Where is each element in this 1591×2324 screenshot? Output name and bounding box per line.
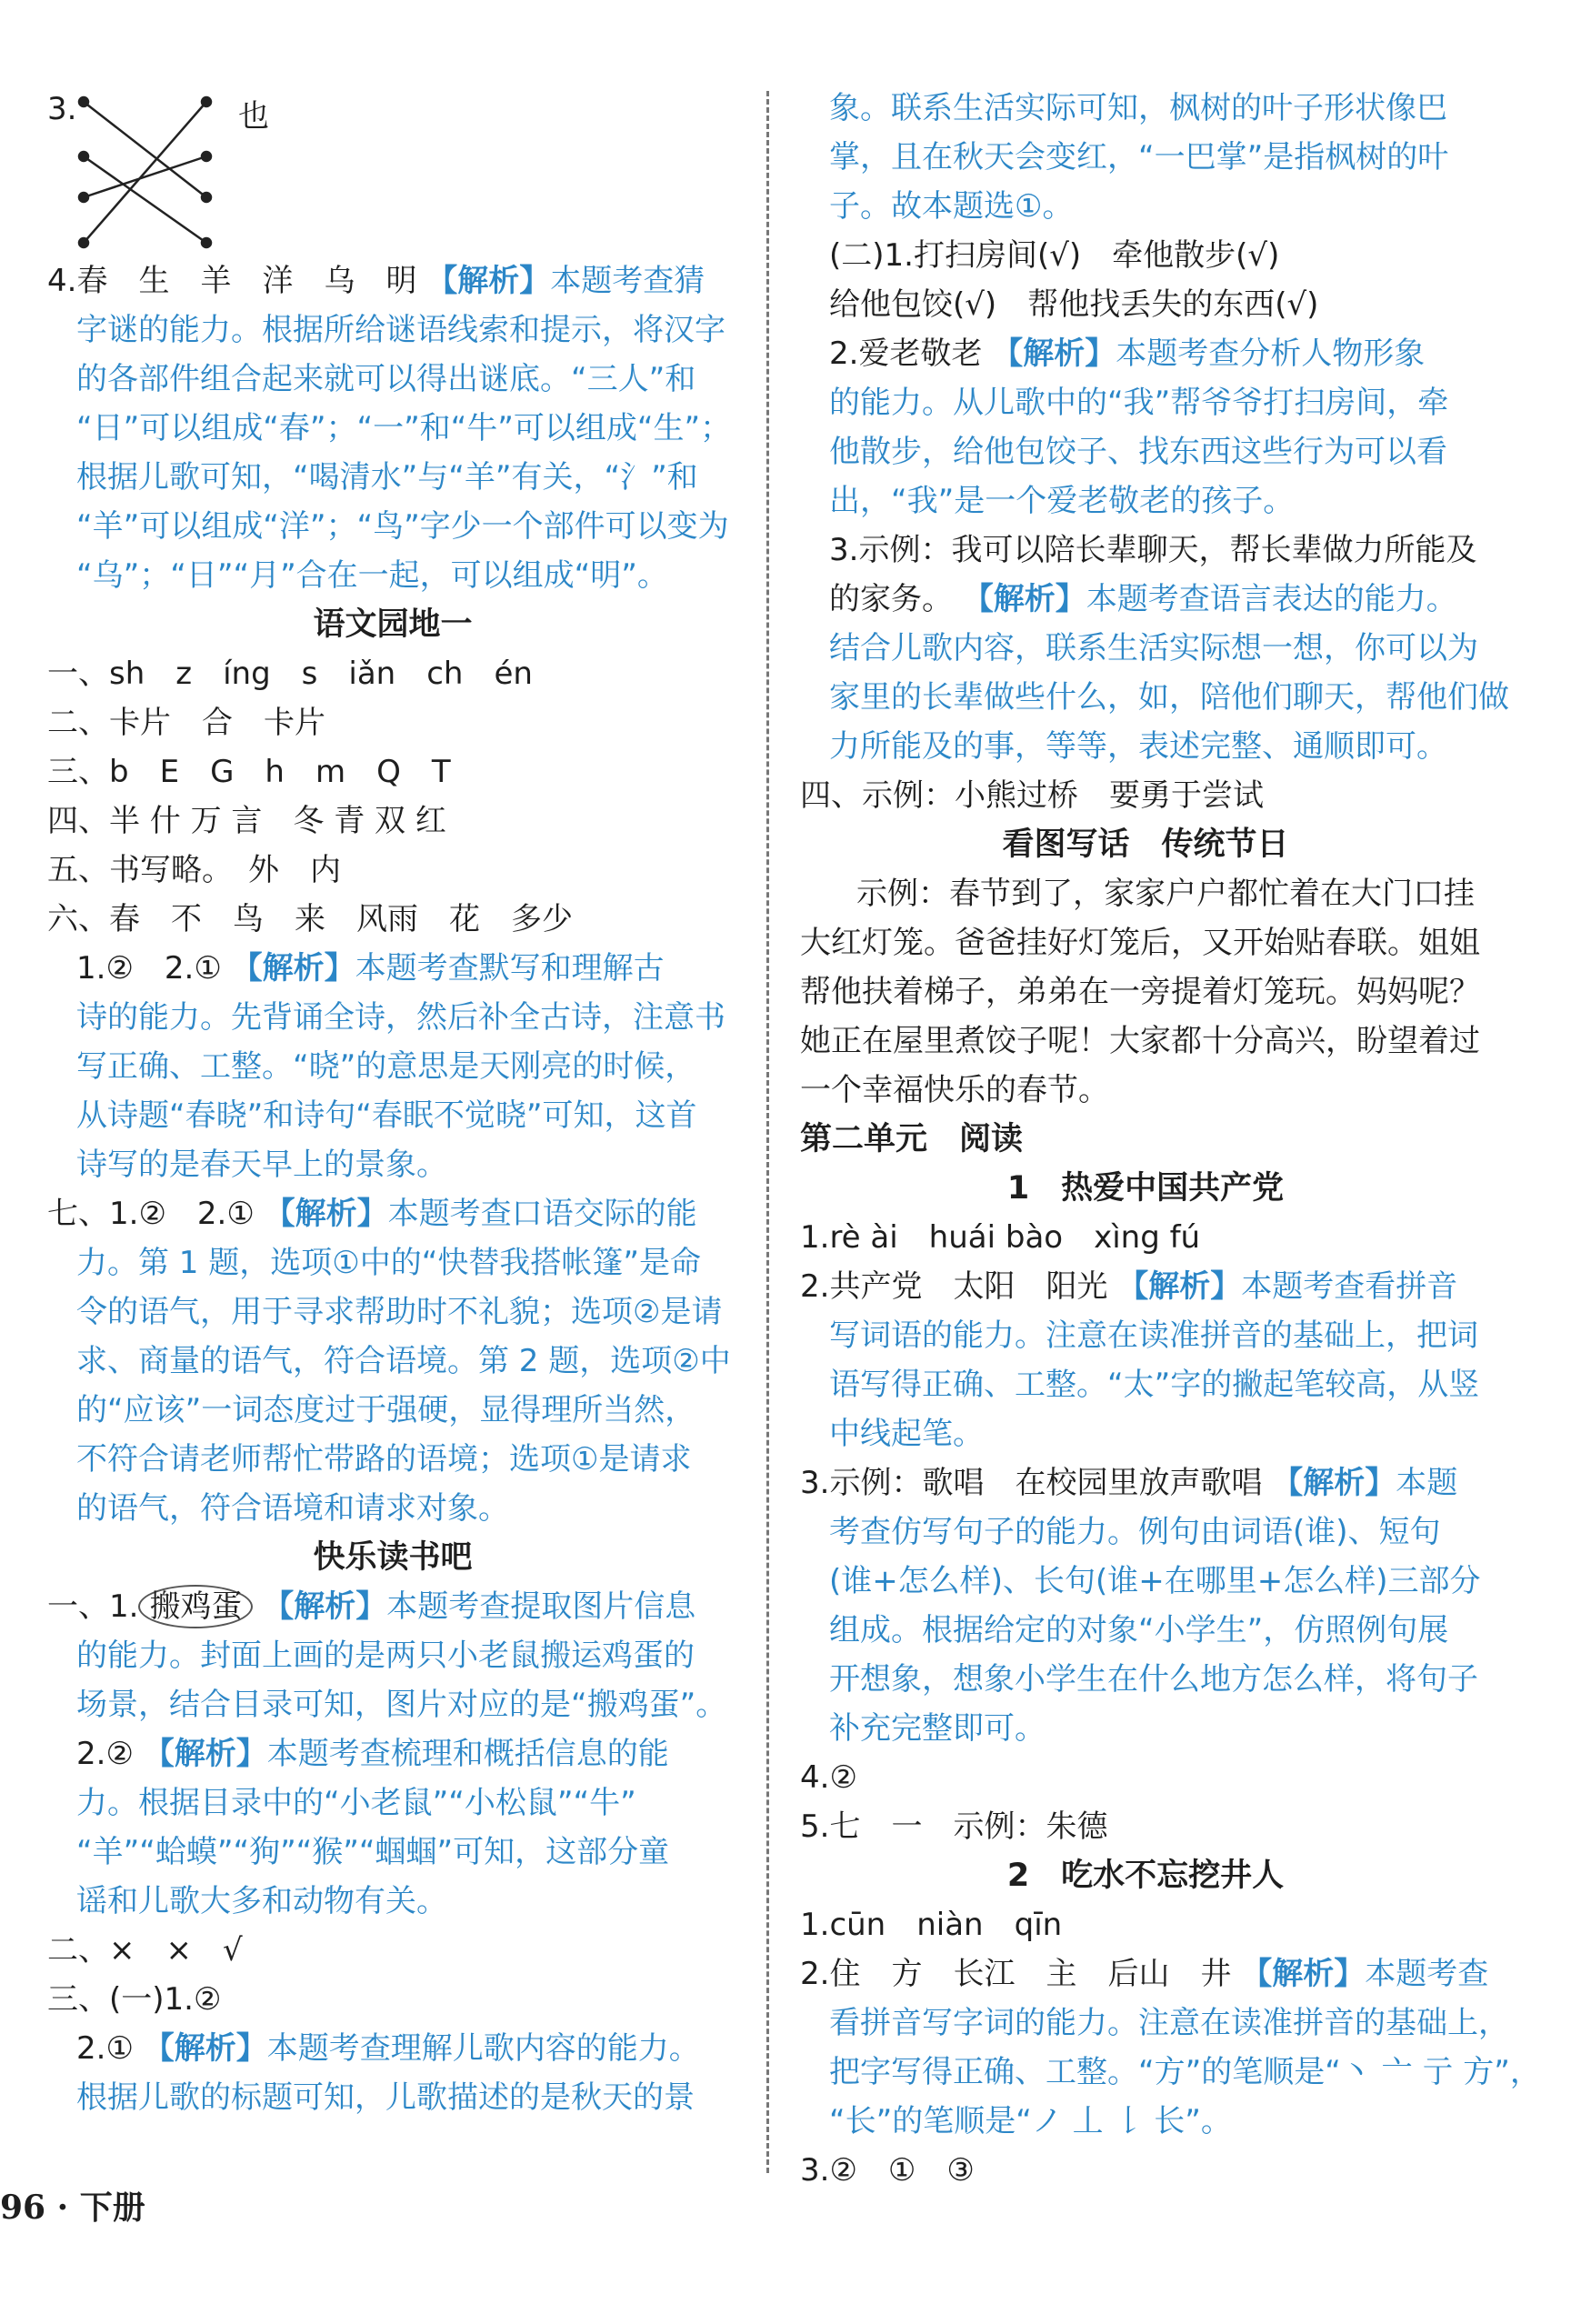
essay-line: 一个幸福快乐的春节。 [800,1072,1109,1108]
analysis-line: 象。联系生活实际可知，枫树的叶子形状像巴 [829,90,1447,126]
analysis-line: 开想象，想象小学生在什么地方怎么样，将句子 [829,1661,1478,1698]
answer-line: 2.住 方 长江 主 后山 井 【解析】本题考查 [800,1956,1489,1992]
right-column [800,84,1541,2195]
analysis-line: 语写得正确、工整。“太”字的撇起笔较高，从竖 [829,1367,1480,1403]
analysis-line: 家里的长辈做些什么，如，陪他们聊天，帮他们做 [829,679,1509,716]
analysis-tag: 【解析】 [263,1588,387,1625]
answer-line: 5.七 一 示例：朱德 [800,1808,1108,1845]
section-title-garden: 语文园地一 [313,606,473,643]
unit-title: 第二单元 阅读 [800,1121,1024,1157]
answer-line: 四、半 什 万 言 冬 青 双 红 [47,803,446,839]
essay-line: 帮他扶着梯子，弟弟在一旁提着灯笼玩。妈妈呢？ [800,974,1480,1010]
answer-line: 六、春 不 鸟 来 风雨 花 多少 [47,901,573,937]
answer-line: 2.共产党 太阳 阳光 【解析】本题考查看拼音 [800,1268,1458,1305]
analysis-line: 力。根据目录中的“小老鼠”“小松鼠”“牛” [76,1785,636,1821]
matching-dot [202,238,211,247]
analysis-line: 的能力。从儿歌中的“我”帮爷爷打扫房间，牵 [829,385,1449,421]
lesson-title-2: 2 吃水不忘挖井人 [1006,1858,1285,1894]
page-number: 96 [0,2189,46,2227]
answer-line: 2.爱老敬老 【解析】本题考查分析人物形象 [829,336,1426,372]
analysis-tag: 【解析】 [992,336,1116,372]
analysis-line: 出，“我”是一个爱老敬老的孩子。 [829,483,1295,519]
analysis-line: 写词语的能力。注意在读准拼音的基础上，把词 [829,1317,1478,1354]
answer-line: 四、示例：小熊过桥 要勇于尝试 [800,777,1264,814]
analysis-line: 字谜的能力。根据所给谜语线索和提示，将汉字 [76,312,725,348]
answer-line: 二、× × √ [47,1932,243,1968]
answer-line: 一、sh z íng s iǎn ch én [47,656,533,692]
answer-line: 2.② 【解析】本题考查梳理和概括信息的能 [76,1736,669,1772]
answer-line: 一、1. 搬鸡蛋 【解析】本题考查提取图片信息 [47,1582,738,1631]
matching-line [84,156,206,197]
matching-dot [79,152,88,161]
lesson-title-1: 1 热爱中国共产党 [1006,1170,1285,1207]
analysis-line: 考查仿写句子的能力。例句由词语(谁)、短句 [829,1514,1441,1550]
analysis-line: 根据儿歌的标题可知，儿歌描述的是秋天的景 [76,2079,695,2116]
matching-line [84,156,206,243]
answer-line: 三、b E G h m Q T [47,754,451,790]
q3-number: 3. [47,91,77,127]
essay-line: 大红灯笼。爸爸挂好灯笼后，又开始贴春联。姐姐 [800,925,1480,961]
answer-line: 的家务。 【解析】本题考查语言表达的能力。 [829,581,1457,617]
answer-line: 1.cūn niàn qīn [800,1907,1063,1943]
analysis-tag: 【解析】 [143,1736,267,1772]
analysis-line: “羊”“蛤蟆”“狗”“猴”“蝈蝈”可知，这部分童 [76,1834,670,1870]
matching-lines-diagram [47,84,229,256]
answer-line: 1.② 2.① 【解析】本题考查默写和理解古 [76,950,665,987]
answer-line: 1.rè ài huái bào xìng fú [800,1219,1201,1256]
analysis-line: 不符合请老师帮忙带路的语境；选项①是请求 [76,1441,692,1478]
answer-line: 2.① 【解析】本题考查理解儿歌内容的能力。 [76,2030,700,2067]
essay-line: 示例：春节到了，家家户户都忙着在大门口挂 [856,876,1475,912]
analysis-line: 从诗题“春晓”和诗句“春眠不觉晓”可知，这首 [76,1097,697,1134]
answer-line: 4.② [800,1759,857,1796]
analysis-line: 场景，结合目录可知，图片对应的是“搬鸡蛋”。 [76,1687,727,1723]
analysis-line: “羊”可以组成“洋”；“鸟”字少一个部件可以变为 [76,508,729,545]
analysis-tag: 【解析】 [264,1196,388,1232]
analysis-line: 诗写的是春天早上的景象。 [76,1147,447,1183]
matching-dot [202,193,211,202]
analysis-line: 把字写得正确、工整。“方”的笔顺是“丶 亠 亍 方”， [829,2054,1541,2090]
analysis-line: 力。第 1 题，选项①中的“快替我搭帐篷”是命 [76,1245,701,1281]
analysis-line: 写正确、工整。“晓”的意思是天刚亮的时候， [76,1048,696,1085]
analysis-line: 谣和儿歌大多和动物有关。 [76,1883,447,1919]
matching-question-3 [47,84,738,256]
section-title-reading: 快乐读书吧 [313,1539,473,1576]
answer-line: 3.示例：歌唱 在校园里放声歌唱 【解析】本题 [800,1465,1458,1501]
footer-dot: · [56,2189,69,2227]
analysis-tag: 【解析】 [962,581,1086,617]
answer-line: (二)1.打扫房间(√) 牵他散步(√) [829,237,1280,274]
answer-line: 二、卡片 合 卡片 [47,705,325,741]
analysis-line: 他散步，给他包饺子、找东西这些行为可以看 [829,434,1447,470]
analysis-line: 的能力。封面上画的是两只小老鼠搬运鸡蛋的 [76,1638,695,1674]
matching-dot [79,238,88,247]
analysis-line: 组成。根据给定的对象“小学生”，仿照例句展 [829,1612,1449,1648]
answer-line: 4.春 生 羊 洋 乌 明 【解析】本题考查猜 [47,263,705,299]
analysis-line: “长”的笔顺是“ノ 丄 𠄌 长”。 [829,2103,1232,2139]
q3-char: 也 [238,98,269,135]
analysis-line: 掌，且在秋天会变红，“一巴掌”是指枫树的叶 [829,139,1449,175]
analysis-tag: 【解析】 [1241,1956,1366,1992]
analysis-line: “日”可以组成“春”；“一”和“牛”可以组成“生”； [76,410,732,446]
analysis-tag: 【解析】 [143,2030,267,2067]
column-divider [766,91,769,2173]
analysis-line: 看拼音写字词的能力。注意在读准拼音的基础上， [829,2005,1509,2041]
analysis-line: 补充完整即可。 [829,1710,1046,1747]
left-column [47,84,738,2122]
analysis-line: 令的语气，用于寻求帮助时不礼貌；选项②是请 [76,1294,723,1330]
matching-line [84,102,206,243]
answer-line: 七、1.② 2.① 【解析】本题考查口语交际的能 [47,1196,697,1232]
analysis-line: 诗的能力。先背诵全诗，然后补全古诗，注意书 [76,999,725,1036]
page-footer [0,2182,145,2229]
analysis-line: 子。故本题选①。 [829,188,1074,225]
matching-dot [202,97,211,106]
analysis-line: 根据儿歌可知，“喝清水”与“羊”有关，“氵”和 [76,459,698,496]
matching-dot [79,97,88,106]
circled-answer: 搬鸡蛋 [138,1585,253,1628]
analysis-tag: 【解析】 [1117,1268,1242,1305]
analysis-line: “乌”；“日”“月”合在一起，可以组成“明”。 [76,557,668,594]
answer-line: 三、(一)1.② [47,1981,222,2018]
matching-dot [79,193,88,202]
analysis-line: 结合儿歌内容，联系生活实际想一想，你可以为 [829,630,1478,666]
essay-line: 她正在屋里煮饺子呢！大家都十分高兴，盼望着过 [800,1023,1480,1059]
analysis-line: 力所能及的事，等等，表述完整、通顺即可。 [829,728,1447,765]
analysis-line: 求、商量的语气，符合语境。第 2 题，选项②中 [76,1343,731,1379]
analysis-tag: 【解析】 [231,950,355,987]
answer-line: 3.示例：我可以陪长辈聊天，帮长辈做力所能及 [829,532,1477,568]
analysis-tag: 【解析】 [1272,1465,1396,1501]
analysis-line: (谁+怎么样)、长句(谁+在哪里+怎么样)三部分 [829,1563,1481,1599]
analysis-tag: 【解析】 [426,263,551,299]
answer-line: 3.② ① ③ [800,2152,975,2189]
analysis-line: 的“应该”一词态度过于强硬，显得理所当然， [76,1392,696,1428]
section-title-writing: 看图写话 传统节日 [1002,826,1289,863]
volume-label: 下册 [79,2189,145,2227]
answer-line: 五、书写略。 外 内 [47,852,341,888]
analysis-line: 的语气，符合语境和请求对象。 [76,1490,509,1527]
analysis-line: 的各部件组合起来就可以得出谜底。“三人”和 [76,361,696,397]
matching-dot [202,152,211,161]
matching-line [84,102,206,197]
answer-line: 给他包饺(√) 帮他找丢失的东西(√) [829,286,1319,323]
analysis-line: 中线起笔。 [829,1416,984,1452]
